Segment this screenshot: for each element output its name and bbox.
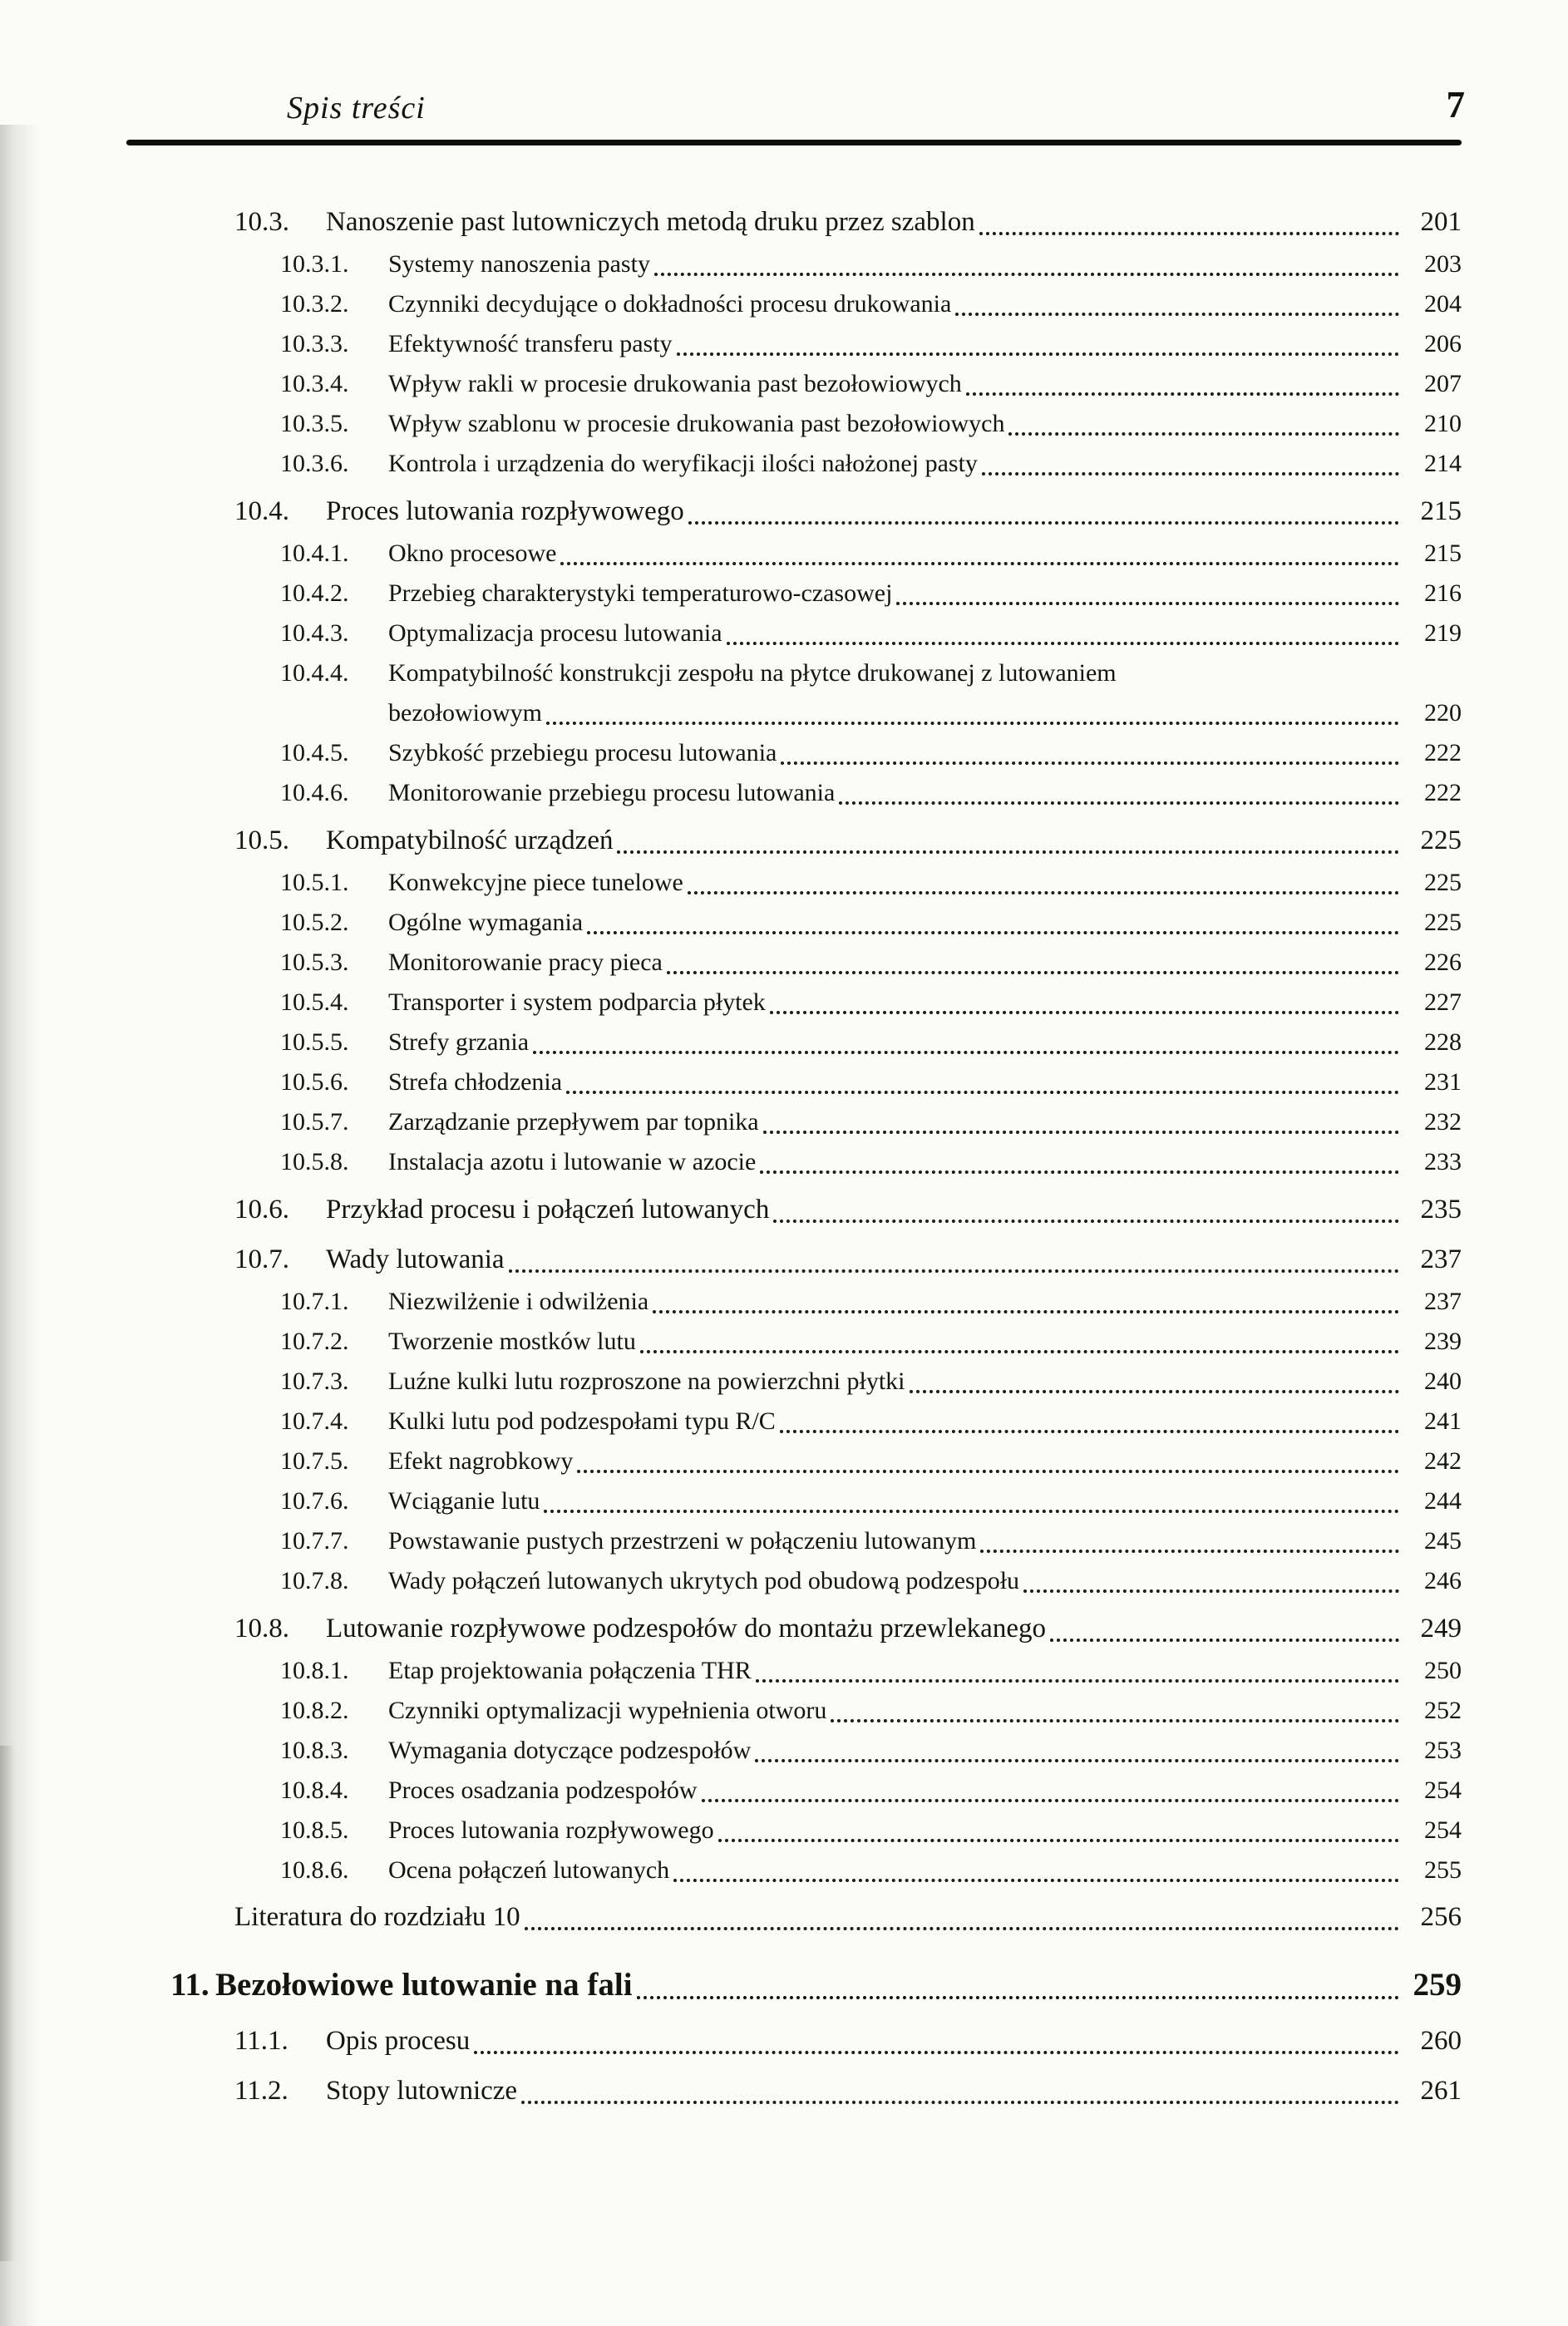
entry-page: 232: [1424, 1108, 1462, 1136]
entry-title: Bezołowiowe lutowanie na fali: [215, 1967, 633, 2003]
entry-page: 216: [1424, 579, 1462, 607]
header-rule: [126, 140, 1462, 145]
entry-number: 10.3.: [234, 207, 289, 237]
dot-leader: [979, 232, 1399, 235]
entry-title: Wpływ rakli w procesie drukowania past bezołowiowych: [388, 370, 962, 397]
dot-leader: [677, 352, 1399, 356]
toc-entry: [125, 574, 1462, 614]
scan-edge-shading: [0, 125, 40, 2326]
dot-leader: [781, 761, 1399, 765]
dot-leader: [544, 1510, 1399, 1513]
entry-page: 241: [1424, 1407, 1462, 1435]
dot-leader: [566, 1091, 1399, 1094]
entry-title: Przykład procesu i połączeń lutowanych: [326, 1195, 770, 1225]
entry-title: Optymalizacja procesu lutowania: [388, 619, 722, 647]
entry-title: Czynniki optymalizacji wypełnienia otworu: [388, 1697, 827, 1724]
dot-leader: [560, 562, 1399, 565]
entry-page: 256: [1420, 1902, 1462, 1932]
dot-leader: [509, 1269, 1399, 1273]
entry-page: 231: [1424, 1068, 1462, 1096]
entry-title: Literatura do rozdziału 10: [234, 1902, 520, 1932]
entry-number: 10.7.: [234, 1244, 289, 1274]
entry-page: 240: [1424, 1368, 1462, 1395]
entry-number: 10.4.3.: [280, 619, 349, 647]
entry-page: 249: [1420, 1614, 1462, 1643]
dot-leader: [773, 1220, 1399, 1223]
toc-entry: [125, 1142, 1462, 1182]
toc-entry: [125, 943, 1462, 983]
dot-leader: [617, 850, 1399, 854]
dot-leader: [546, 722, 1399, 725]
toc-entry: [125, 1691, 1462, 1731]
toc-entry-continuation: [125, 693, 1462, 733]
entry-title: Tworzenie mostków lutu: [388, 1328, 636, 1355]
dot-leader: [755, 1759, 1399, 1762]
toc-entry: [125, 1521, 1462, 1561]
entry-page: 219: [1424, 619, 1462, 647]
entry-page: 245: [1424, 1527, 1462, 1555]
toc-entry: [125, 614, 1462, 653]
dot-leader: [831, 1719, 1399, 1722]
entry-title: Wpływ szablonu w procesie drukowania past bezołowiowych: [388, 410, 1005, 437]
toc-entry: [125, 1402, 1462, 1441]
dot-leader: [1023, 1589, 1399, 1593]
entry-number: 10.4.5.: [280, 739, 349, 766]
toc-entry: [125, 983, 1462, 1023]
dot-leader: [688, 521, 1399, 525]
entry-page: 239: [1424, 1328, 1462, 1355]
toc-entry: [125, 1771, 1462, 1811]
entry-title: Transporter i system podparcia płytek: [388, 988, 766, 1016]
toc-entry: [125, 1561, 1462, 1601]
dot-leader: [982, 472, 1399, 476]
entry-page: 227: [1424, 988, 1462, 1016]
entry-title-continued: bezołowiowym: [388, 699, 542, 727]
entry-page: 222: [1424, 739, 1462, 766]
toc-entry: [125, 903, 1462, 943]
toc-entry: [125, 863, 1462, 903]
dot-leader: [587, 931, 1399, 934]
entry-title: Konwekcyjne piece tunelowe: [388, 869, 683, 896]
page-header-title: Spis treści: [287, 91, 426, 126]
toc-entry: [125, 773, 1462, 813]
entry-number: 10.5.1.: [280, 869, 349, 896]
entry-page: 225: [1424, 909, 1462, 936]
entry-title: Wciąganie lutu: [388, 1487, 540, 1515]
dot-leader: [525, 1927, 1399, 1930]
entry-title: Strefa chłodzenia: [388, 1068, 563, 1096]
entry-number: 10.8.: [234, 1614, 289, 1643]
entry-number: 11.2.: [234, 2076, 288, 2106]
entry-number: 10.4.2.: [280, 579, 349, 607]
entry-page: 259: [1413, 1967, 1462, 2003]
entry-page: 228: [1424, 1028, 1462, 1056]
toc-list: [125, 195, 1462, 2113]
toc-entry: [125, 1850, 1462, 1890]
entry-number: 11.1.: [234, 2026, 288, 2056]
toc-entry: [125, 1188, 1462, 1232]
dot-leader: [577, 1470, 1399, 1473]
entry-page: 237: [1424, 1288, 1462, 1315]
dot-leader: [533, 1051, 1399, 1054]
dot-leader: [702, 1799, 1399, 1802]
dot-leader: [667, 971, 1399, 974]
dot-leader: [637, 1996, 1399, 1999]
toc-entry: [125, 1102, 1462, 1142]
entry-page: 225: [1424, 869, 1462, 896]
entry-number: 10.8.4.: [280, 1777, 349, 1804]
entry-title: Systemy nanoszenia pasty: [388, 250, 650, 278]
entry-title: Wady lutowania: [326, 1244, 505, 1274]
dot-leader: [653, 1310, 1399, 1313]
entry-page: 222: [1424, 779, 1462, 806]
entry-title: Stopy lutownicze: [326, 2076, 518, 2106]
entry-page: 254: [1424, 1777, 1462, 1804]
entry-number: 10.3.1.: [280, 250, 349, 278]
entry-page: 215: [1420, 496, 1462, 526]
toc-entry: [125, 733, 1462, 773]
toc-entry: [125, 1651, 1462, 1691]
toc-entry: [125, 1362, 1462, 1402]
toc-entry: [125, 1607, 1462, 1651]
dot-leader: [688, 891, 1399, 894]
page-number: 7: [1446, 84, 1465, 126]
entry-page: 255: [1424, 1856, 1462, 1884]
dot-leader: [966, 392, 1399, 396]
toc-entry: [125, 653, 1462, 693]
entry-title: Ogólne wymagania: [388, 909, 584, 936]
entry-title: Monitorowanie pracy pieca: [388, 949, 663, 976]
entry-title: Wymagania dotyczące podzespołów: [388, 1737, 752, 1764]
toc-entry: [125, 819, 1462, 863]
entry-page: 215: [1424, 540, 1462, 567]
entry-page: 203: [1424, 250, 1462, 278]
entry-page: 242: [1424, 1447, 1462, 1475]
entry-title: Lutowanie rozpływowe podzespołów do montażu przewlekanego: [326, 1614, 1046, 1643]
dot-leader: [980, 1550, 1399, 1553]
entry-number: 10.7.2.: [280, 1328, 349, 1355]
entry-page: 201: [1420, 207, 1462, 237]
dot-leader: [521, 2101, 1399, 2104]
dot-leader: [756, 1679, 1399, 1683]
dot-leader: [654, 273, 1399, 276]
entry-number: 10.3.3.: [280, 330, 349, 357]
entry-page: 253: [1424, 1737, 1462, 1764]
toc-entry: [125, 404, 1462, 444]
dot-leader: [727, 642, 1399, 645]
entry-page: 261: [1420, 2076, 1462, 2106]
entry-page: 260: [1420, 2026, 1462, 2056]
dot-leader: [640, 1350, 1399, 1353]
dot-leader: [1050, 1639, 1399, 1642]
entry-number: 10.5.5.: [280, 1028, 349, 1056]
dot-leader: [780, 1430, 1399, 1433]
entry-number: 10.5.: [234, 825, 289, 855]
entry-title: Proces osadzania podzespołów: [388, 1777, 698, 1804]
entry-page: 252: [1424, 1697, 1462, 1724]
toc-entry: [125, 1238, 1462, 1282]
entry-title: Powstawanie pustych przestrzeni w połączeniu lutowanym: [388, 1527, 977, 1555]
entry-title: Okno procesowe: [388, 540, 557, 567]
entry-title: Efekt nagrobkowy: [388, 1447, 574, 1475]
toc-entry: [125, 2069, 1462, 2113]
entry-number: 10.3.6.: [280, 450, 349, 477]
entry-number: 10.8.5.: [280, 1816, 349, 1844]
entry-title: Kulki lutu pod podzespołami typu R/C: [388, 1407, 776, 1435]
entry-page: 206: [1424, 330, 1462, 357]
entry-title: Monitorowanie przebiegu procesu lutowania: [388, 779, 836, 806]
entry-title: Efektywność transferu pasty: [388, 330, 673, 357]
entry-number: 10.3.2.: [280, 290, 349, 318]
toc-entry: [125, 1282, 1462, 1322]
entry-page: 244: [1424, 1487, 1462, 1515]
entry-page: 204: [1424, 290, 1462, 318]
entry-title: Instalacja azotu i lutowanie w azocie: [388, 1148, 757, 1175]
dot-leader: [474, 2051, 1399, 2054]
toc-entry: [125, 1811, 1462, 1850]
entry-title: Kompatybilność urządzeń: [326, 825, 614, 855]
toc-entry: [125, 1961, 1462, 2009]
entry-page: 210: [1424, 410, 1462, 437]
entry-title: Zarządzanie przepływem par topnika: [388, 1108, 759, 1136]
entry-number: 10.5.2.: [280, 909, 349, 936]
entry-page: 237: [1420, 1244, 1462, 1274]
entry-number: 10.3.5.: [280, 410, 349, 437]
dot-leader: [763, 1131, 1399, 1134]
entry-page: 250: [1424, 1657, 1462, 1684]
toc-entry: [125, 1023, 1462, 1062]
toc-entry: [125, 1731, 1462, 1771]
entry-title: Luźne kulki lutu rozproszone na powierzchni płytki: [388, 1368, 905, 1395]
entry-title: Szybkość przebiegu procesu lutowania: [388, 739, 777, 766]
dot-leader: [839, 801, 1399, 805]
toc-entry: [125, 324, 1462, 364]
dot-leader: [896, 602, 1399, 605]
entry-title: Nanoszenie past lutowniczych metodą druku przez szablon: [326, 207, 975, 237]
entry-number: 10.8.1.: [280, 1657, 349, 1684]
toc-entry: [125, 1895, 1462, 1939]
entry-number: 10.7.3.: [280, 1368, 349, 1395]
entry-number: 10.5.4.: [280, 988, 349, 1016]
toc-entry: [125, 534, 1462, 574]
entry-page: 233: [1424, 1148, 1462, 1175]
toc-entry: [125, 1322, 1462, 1362]
entry-number: 10.5.3.: [280, 949, 349, 976]
entry-title: Kontrola i urządzenia do weryfikacji ilości nałożonej pasty: [388, 450, 978, 477]
toc-entry: [125, 490, 1462, 534]
toc-entry: [125, 2019, 1462, 2063]
entry-number: 10.7.1.: [280, 1288, 349, 1315]
entry-page: 214: [1424, 450, 1462, 477]
entry-number: 10.4.6.: [280, 779, 349, 806]
toc-entry: [125, 1481, 1462, 1521]
entry-page: 226: [1424, 949, 1462, 976]
entry-number: 11.: [170, 1967, 210, 2003]
dot-leader: [673, 1879, 1399, 1882]
entry-number: 10.5.8.: [280, 1148, 349, 1175]
entry-page: 207: [1424, 370, 1462, 397]
entry-title: Przebieg charakterystyki temperaturowo-czasowej: [388, 579, 893, 607]
entry-number: 10.7.8.: [280, 1567, 349, 1594]
scan-edge-shading-lower: [0, 1746, 15, 2261]
dot-leader: [910, 1390, 1400, 1393]
entry-number: 10.8.3.: [280, 1737, 349, 1764]
dot-leader: [760, 1170, 1399, 1174]
entry-title: Strefy grzania: [388, 1028, 530, 1056]
entry-page: 220: [1424, 699, 1462, 727]
entry-number: 10.3.4.: [280, 370, 349, 397]
entry-title: Etap projektowania połączenia THR: [388, 1657, 752, 1684]
entry-page: 254: [1424, 1816, 1462, 1844]
entry-title: Czynniki decydujące o dokładności procesu drukowania: [388, 290, 952, 318]
entry-number: 10.5.6.: [280, 1068, 349, 1096]
toc-entry: [125, 284, 1462, 324]
entry-title: Wady połączeń lutowanych ukrytych pod obudową podzespołu: [388, 1567, 1020, 1594]
toc-entry: [125, 1062, 1462, 1102]
entry-number: 10.7.7.: [280, 1527, 349, 1555]
entry-title: Niezwilżenie i odwilżenia: [388, 1288, 649, 1315]
entry-number: 10.8.6.: [280, 1856, 349, 1884]
toc-entry: [125, 244, 1462, 284]
toc-entry: [125, 444, 1462, 484]
entry-number: 10.6.: [234, 1195, 289, 1225]
entry-title: Proces lutowania rozpływowego: [388, 1816, 714, 1844]
entry-number: 10.4.: [234, 496, 289, 526]
entry-title: Kompatybilność konstrukcji zespołu na płytce drukowanej z lutowaniem: [388, 659, 1117, 687]
entry-title: Opis procesu: [326, 2026, 471, 2056]
entry-page: 235: [1420, 1195, 1462, 1225]
toc-entry: [125, 200, 1462, 244]
dot-leader: [1008, 432, 1399, 436]
entry-title: Ocena połączeń lutowanych: [388, 1856, 670, 1884]
toc-entry: [125, 1441, 1462, 1481]
dot-leader: [718, 1839, 1399, 1842]
dot-leader: [955, 313, 1399, 316]
entry-page: 225: [1420, 825, 1462, 855]
entry-number: 10.8.2.: [280, 1697, 349, 1724]
entry-number: 10.5.7.: [280, 1108, 349, 1136]
toc-entry: [125, 364, 1462, 404]
entry-number: 10.7.5.: [280, 1447, 349, 1475]
dot-leader: [770, 1011, 1399, 1014]
entry-number: 10.7.6.: [280, 1487, 349, 1515]
entry-number: 10.4.1.: [280, 540, 349, 567]
entry-page: 246: [1424, 1567, 1462, 1594]
entry-number: 10.4.4.: [280, 659, 349, 687]
entry-number: 10.7.4.: [280, 1407, 349, 1435]
entry-title: Proces lutowania rozpływowego: [326, 496, 684, 526]
